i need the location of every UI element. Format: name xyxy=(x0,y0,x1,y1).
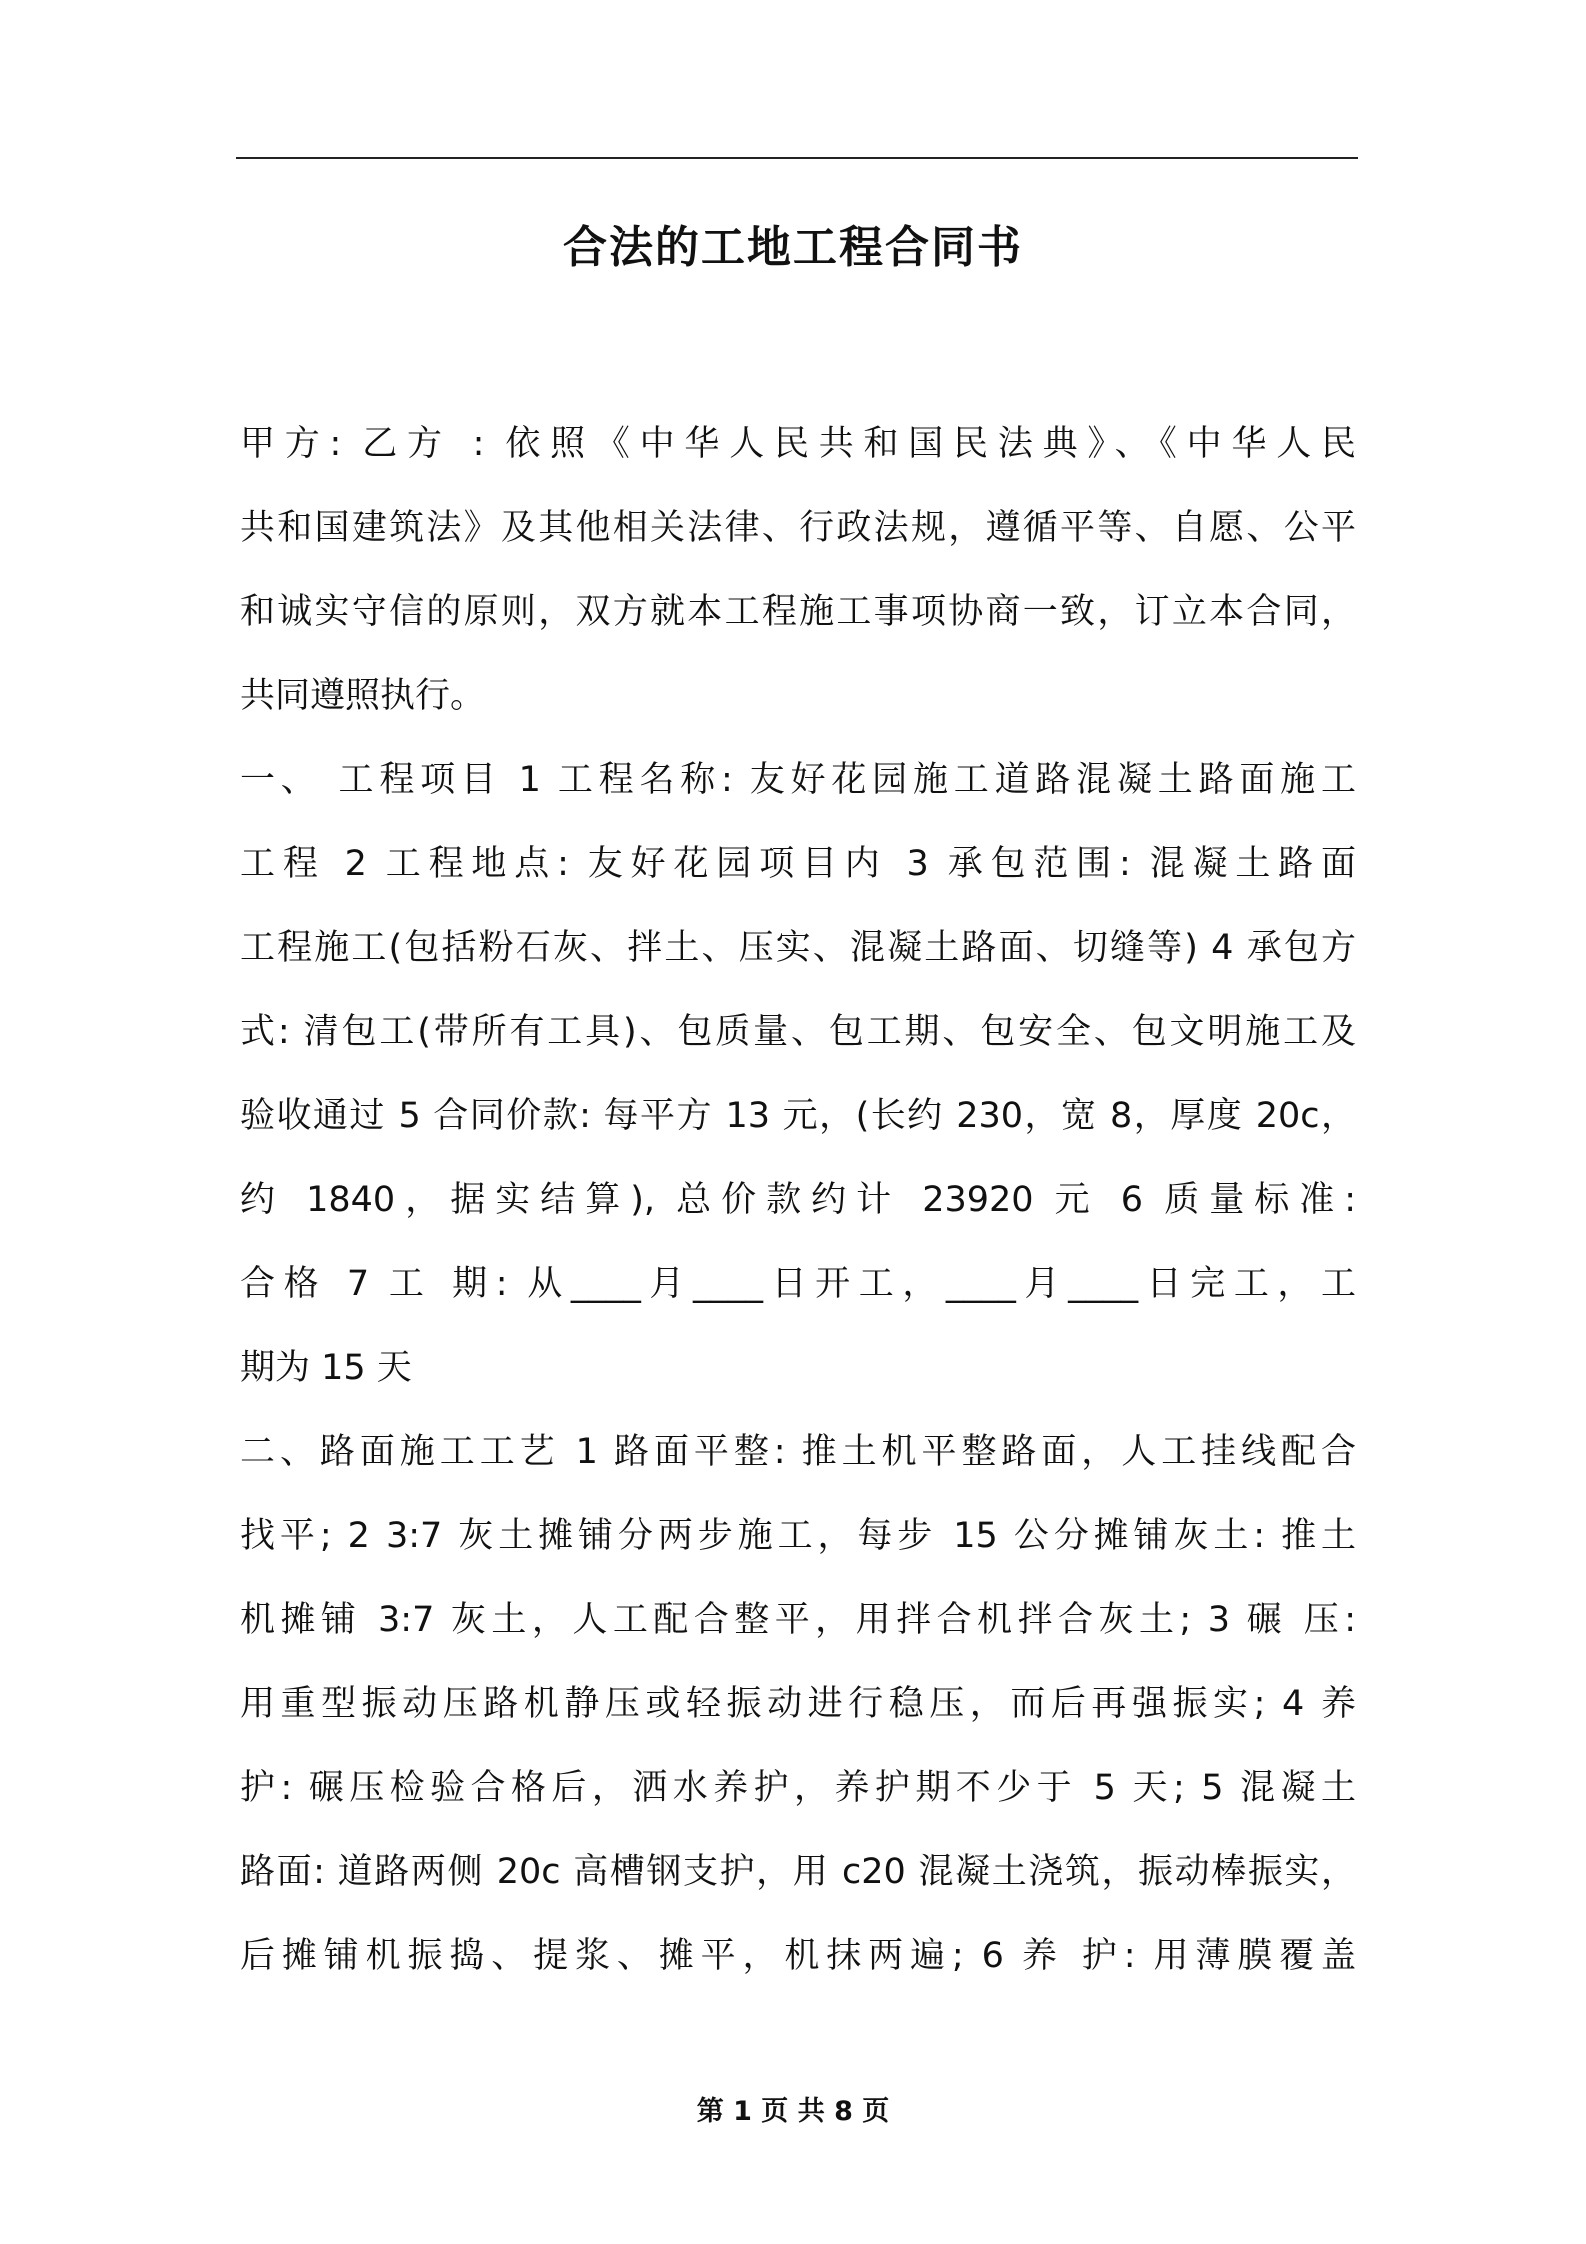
body-line: 路面: 道路两侧 20c 高槽钢支护，用 c20 混凝土浇筑，振动棒振实， xyxy=(240,1852,1356,1892)
body-line: 验收通过 5 合同价款: 每平方 13 元，(长约 230，宽 8，厚度 20c， xyxy=(240,1096,1356,1136)
body-line: 共和国建筑法》及其他相关法律、行政法规，遵循平等、自愿、公平 xyxy=(240,508,1356,548)
body-line: 工程 2 工程地点: 友好花园项目内 3 承包范围: 混凝土路面 xyxy=(240,844,1356,884)
body-line: 甲方: 乙方 : 依照《中华人民共和国民法典》、《中华人民 xyxy=(240,424,1356,464)
body-line: 合格 7 工 期: 从____月____日开工，____月____日完工，工 xyxy=(240,1264,1356,1304)
body-line: 机摊铺 3:7 灰土，人工配合整平，用拌合机拌合灰土; 3 碾 压: xyxy=(240,1600,1356,1640)
body-line: 后摊铺机振捣、提浆、摊平，机抹两遍; 6 养 护: 用薄膜覆盖 xyxy=(240,1936,1356,1976)
body-line: 一、 工程项目 1 工程名称: 友好花园施工道路混凝土路面施工 xyxy=(240,760,1356,800)
header-rule xyxy=(236,157,1358,159)
body-line: 和诚实守信的原则，双方就本工程施工事项协商一致，订立本合同， xyxy=(240,592,1356,632)
body-line: 工程施工(包括粉石灰、拌土、压实、混凝土路面、切缝等) 4 承包方 xyxy=(240,928,1356,968)
body-line: 共同遵照执行。 xyxy=(240,676,486,716)
body-line: 用重型振动压路机静压或轻振动进行稳压，而后再强振实; 4 养 xyxy=(240,1684,1356,1724)
contract-body xyxy=(240,402,1356,1998)
body-line: 二、路面施工工艺 1 路面平整: 推土机平整路面，人工挂线配合 xyxy=(240,1432,1356,1472)
body-line: 式: 清包工(带所有工具)、包质量、包工期、包安全、包文明施工及 xyxy=(240,1012,1356,1052)
document-title: 合法的工地工程合同书 xyxy=(563,222,1023,273)
body-line: 护: 碾压检验合格后，洒水养护，养护期不少于 5 天; 5 混凝土 xyxy=(240,1768,1356,1808)
page-number-footer: 第 1 页 共 8 页 xyxy=(696,2096,890,2127)
body-line: 期为 15 天 xyxy=(240,1348,412,1388)
body-line: 约 1840，据实结算), 总价款约计 23920 元 6 质量标准: xyxy=(240,1180,1356,1220)
body-line: 找平; 2 3:7 灰土摊铺分两步施工，每步 15 公分摊铺灰土: 推土 xyxy=(240,1516,1356,1556)
